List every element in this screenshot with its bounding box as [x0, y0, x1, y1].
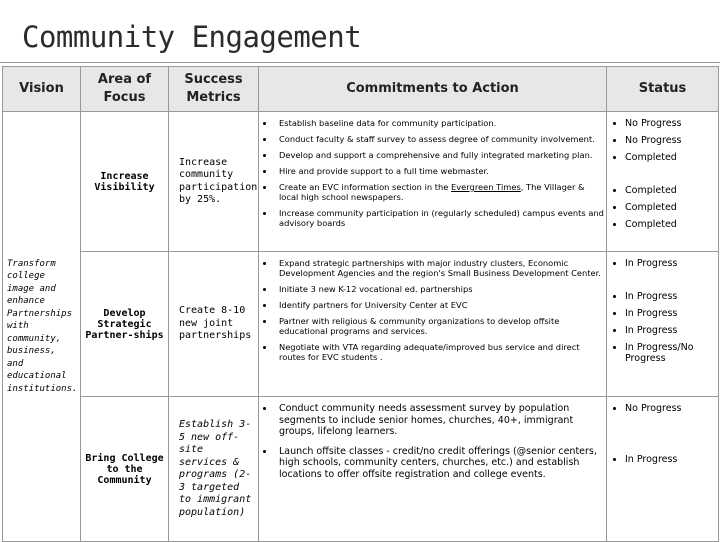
status-badge: In Progress/No Progress: [607, 342, 718, 364]
status-badge: In Progress: [607, 291, 718, 302]
area-label: Increase Visibility: [94, 170, 155, 193]
commitment-text: Create an EVC information section in the: [279, 182, 452, 192]
metric-text: Increase community participation by 25%.: [179, 156, 258, 205]
header-commitments: Commitments to Action: [259, 67, 607, 112]
status-badge: In Progress: [607, 308, 718, 319]
status-badge: In Progress: [607, 258, 718, 269]
evergreen-times-link: Evergreen Times: [451, 182, 521, 192]
list-item: Expand strategic partnerships with major industry clusters, Economic Development Agencies and the region's Small Business Development Center.: [259, 258, 606, 278]
status-badge: Completed: [607, 219, 718, 230]
status-badge: No Progress: [607, 135, 718, 146]
status-cell: [607, 112, 719, 252]
status-badge: In Progress: [607, 325, 718, 336]
status-badge: Completed: [607, 185, 718, 196]
metric-cell: [169, 397, 259, 542]
list-item: Initiate 3 new K-12 vocational ed. partnerships: [259, 284, 606, 294]
status-cell: [607, 397, 719, 542]
header-metrics: Success Metrics: [169, 67, 259, 112]
list-item: Partner with religious & community organizations to develop offsite educational programs and services.: [259, 316, 606, 336]
commitments-cell: [259, 397, 607, 542]
engagement-table: [2, 66, 719, 542]
list-item: Increase community participation in (regularly scheduled) campus events and advisory boards: [259, 208, 606, 228]
list-item: [259, 182, 606, 202]
header-status: Status: [607, 67, 719, 112]
list-item: Negotiate with VTA regarding adequate/improved bus service and direct routes for EVC students .: [259, 342, 606, 362]
header-row: [3, 67, 719, 112]
table-row: [3, 252, 719, 397]
commitments-cell: [259, 252, 607, 397]
area-cell: [81, 397, 169, 542]
status-badge: No Progress: [607, 118, 718, 129]
header-area: Area of Focus: [81, 67, 169, 112]
vision-cell: [3, 112, 81, 542]
title-divider: [0, 62, 720, 63]
header-vision: Vision: [3, 67, 81, 112]
status-badge: Completed: [607, 152, 718, 163]
area-label: Develop Strategic Partner-ships: [85, 307, 164, 341]
list-item: Conduct faculty & staff survey to assess degree of community involvement.: [259, 134, 606, 144]
status-cell: [607, 252, 719, 397]
status-badge: No Progress: [607, 403, 718, 414]
list-item: Develop and support a comprehensive and fully integrated marketing plan.: [259, 150, 606, 160]
list-item: Hire and provide support to a full time webmaster.: [259, 166, 606, 176]
area-cell: [81, 112, 169, 252]
metric-cell: [169, 252, 259, 397]
list-item: Establish baseline data for community participation.: [259, 118, 606, 128]
list-item: Identify partners for University Center at EVC: [259, 300, 606, 310]
commitment-text-rest: , The Villager & local high school newspapers.: [279, 182, 585, 202]
list-item: Launch offsite classes - credit/no credit offerings (@senior centers, high schools, community centers, churches, etc.) and establish locations to offer offsite registration and college events.: [259, 446, 606, 481]
metric-text: Create 8-10 new joint partnerships: [179, 305, 252, 342]
area-label: Bring College to the Community: [85, 452, 164, 486]
status-badge: In Progress: [607, 454, 718, 465]
page-title: Community Engagement: [22, 20, 362, 54]
table-row: [3, 112, 719, 252]
metric-text: Establish 3-5 new off-site services & programs (2-3 targeted to immigrant population): [179, 419, 252, 518]
metric-cell: [169, 112, 259, 252]
status-badge: Completed: [607, 202, 718, 213]
vision-text: Transform college image and enhance Partnerships with community, business, and educational institutions.: [7, 258, 78, 394]
table-row: [3, 397, 719, 542]
commitments-cell: [259, 112, 607, 252]
list-item: Conduct community needs assessment survey by population segments to include senior homes, churches, 40+, immigrant groups, lifelong learners.: [259, 403, 606, 438]
area-cell: [81, 252, 169, 397]
